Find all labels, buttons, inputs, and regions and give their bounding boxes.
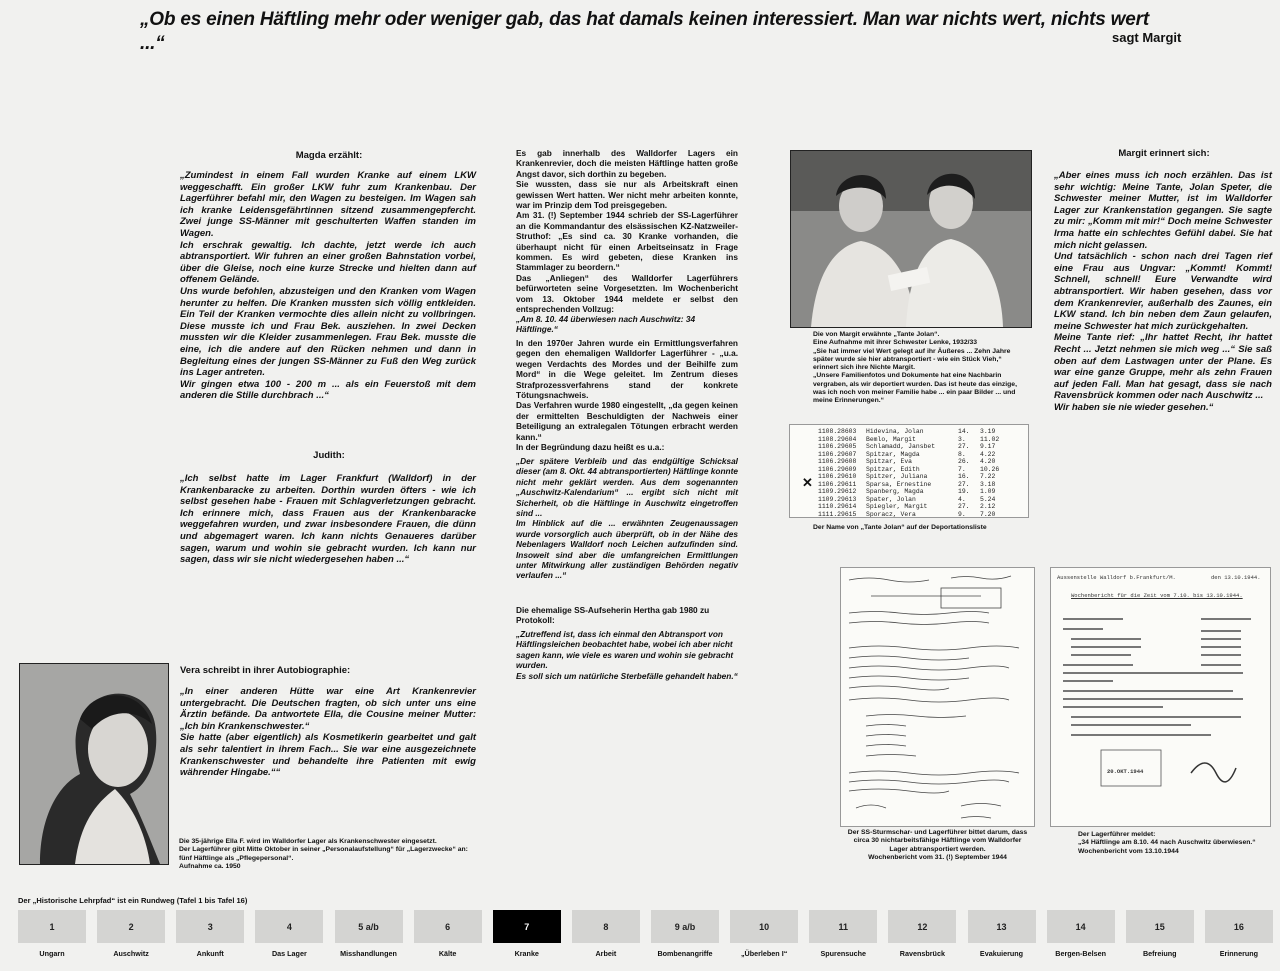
trail-item-number[interactable]: 11 xyxy=(809,910,877,943)
deportation-list-cell: Sparsa, Ernestine xyxy=(866,480,932,488)
deportation-list-cell: Spitzar, Magda xyxy=(866,450,920,458)
deportation-list-row xyxy=(818,481,1028,489)
vera-text: „In einer anderen Hütte war eine Art Krankenrevier untergebracht. Die Deutschen fragten, ob sich unter uns eine Ärztin befände. Da antwortete Ella, die Cousine meiner Mutter: „Ich bin Krankenschwester.“ Sie hatte (aber eigentlich) als Kosmetikerin gearbeitet und galt als sehr talentiert in ihrem Fach... Sie war eine ausgezeichnete Krankenschwester und behandelte ihre Patienten mit ewig währender Hingabe.““ xyxy=(180,686,476,779)
judith-text: „Ich selbst hatte im Lager Frankfurt (Walldorf) in der Krankenbaracke zu arbeiten. Dorthin wurden öfters - wie ich selbst gesehen habe - Frauen mit Schlagverletzungen gebracht. Ich erinnere mich, dass Frauen aus der Krankenbaracke weggefahren wurden, und zwar insbesondere Frauen, die dünn und abgemagert waren. Ich kann nichts Genaueres darüber sagen, warum und wohin sie gebracht wurden. Ich kann nur sagen, dass wir sie nicht wiedergesehen haben ...“ xyxy=(180,473,476,566)
trail-item-4[interactable] xyxy=(255,910,323,960)
quote-attribution: sagt Margit xyxy=(1112,30,1182,45)
trail-item-number[interactable]: 4 xyxy=(255,910,323,943)
trail-item-number[interactable]: 2 xyxy=(97,910,165,943)
deportation-list-cell: Spitzer, Juliana xyxy=(866,473,928,480)
deportation-list-cell: 7. xyxy=(958,465,966,473)
sisters-illustration xyxy=(791,151,1031,327)
middle-quote-auschwitz: „Am 8. 10. 44 überwiesen nach Auschwitz: 34 Häftlinge.“ xyxy=(516,314,696,335)
deportation-list-row xyxy=(818,451,1028,459)
trail-item-11[interactable] xyxy=(809,910,877,960)
trail-item-1[interactable] xyxy=(18,910,86,960)
deportation-list-cell: Spater, Jolan xyxy=(866,495,916,503)
trail-item-16[interactable] xyxy=(1205,910,1273,960)
deportation-list-cell: 3. xyxy=(958,435,966,443)
headline-quote: „Ob es einen Häftling mehr oder weniger gab, das hat damals keinen interessiert. Man war nichts wert, nichts wert ...“ xyxy=(140,9,1149,54)
trail-item-label: Spurensuche xyxy=(820,949,867,958)
hertha-quote: „Zutreffend ist, dass ich einmal den Abtransport von Häftlingsleichen beobachtet habe, wobei ich aber nicht sagen kann, wie viele es waren und wohin sie gebracht wurden. Es soll sich um natürliche Sterbefälle gehandelt haben.“ xyxy=(516,629,738,681)
trail-item-label: Ravensbrück xyxy=(899,949,945,958)
trail-item-8[interactable] xyxy=(572,910,640,960)
trail-item-15[interactable] xyxy=(1126,910,1194,960)
deportation-list-cell: 9. xyxy=(958,510,966,518)
deportation-list-cell: Schlamadd, Jansbet xyxy=(866,443,936,450)
trail-item-2[interactable] xyxy=(97,910,165,960)
trail-item-number[interactable]: 16 xyxy=(1205,910,1273,943)
deportation-list-cell: 1106.29611 xyxy=(818,480,857,488)
trail-navigation xyxy=(18,910,1273,960)
deportation-list-cell: Hidevina, Jolan xyxy=(866,428,924,435)
typed-lines-illustration xyxy=(1051,608,1270,826)
deportation-list-row xyxy=(818,428,1028,436)
trail-item-number[interactable]: 3 xyxy=(176,910,244,943)
deportation-list-cell: 4. xyxy=(958,495,966,503)
hertha-intro: Die ehemalige SS-Aufseherin Hertha gab 1980 zu Protokoll: xyxy=(516,605,710,626)
tante-jolan-caption: Die von Margit erwähnte „Tante Jolan“. Eine Aufnahme mit ihrer Schwester Lenke, 1932/33 „Sie hat immer viel Wert gelegt auf ihr Äußeres ... Zehn Jahre später wurde sie hier abtransportiert - wie ein Stück Vieh,“ erinnert sich ihre Nichte Margit. „Unsere Familienfotos und Dokumente hat eine Nachbarin vergraben, als wir deportiert wurden. Das ist heute das einzige, was ich noch von meiner Familie habe ... ein paar Bilder ... und meine Erinnerungen.“ xyxy=(813,331,1017,405)
deportation-list-row xyxy=(818,436,1028,444)
x-mark-icon: ✕ xyxy=(802,475,813,490)
deportation-list-cell: 1108.29604 xyxy=(818,435,857,443)
margit-heading: Margit erinnert sich: xyxy=(1118,148,1210,159)
deportation-list-row xyxy=(818,466,1028,474)
deportation-list-cell: 26. xyxy=(958,458,970,465)
deportation-list-cell: 1106.29605 xyxy=(818,443,857,450)
trail-item-number[interactable]: 14 xyxy=(1047,910,1115,943)
deportation-list-cell: Bemlo, Margit xyxy=(866,435,916,443)
margit-text: „Aber eines muss ich noch erzählen. Das ist sehr wichtig: Meine Tante, Jolan Speter, die Schwester meiner Mutter, ist im Walldorfer Lager zur Krankenstation gegangen. Sie sagte zu mir: „Komm mit mir!“ Doch meine Schwester Irma hatte ein schlechtes Gefühl dabei. Sie hat mich nicht gelassen. Und tatsächlich - schon nach drei Tagen rief eine Frau aus Ungvar: „Kommt! Kommt! Schnell, schnell! Eure Verwandte wird abtransportiert. Wir haben gesehen, dass vor dem Krankenrevier, außerhalb des Zaunes, ein LKW stand. Ich bin neben dem Zaun gelaufen, meine Schwester hat mich zurückgehalten. Meine Tante rief: „Ihr hattet Recht, ihr hattet Recht ... Jetzt nehmen sie mich weg ...“ Sie saß oben auf dem Lastwagen unter der Plane. Es war eine ganze Gruppe, mehr als zehn Frauen auf jeden Fall. Man hat gesagt, dass sie nach Ravensbrück kommen oder nach Auschwitz ... Wir haben sie nie wieder gesehen.“ xyxy=(1054,170,1272,413)
trail-item-number[interactable]: 15 xyxy=(1126,910,1194,943)
trail-item-6[interactable] xyxy=(414,910,482,960)
trail-item-label: Misshandlungen xyxy=(340,949,397,958)
trail-item-number[interactable]: 10 xyxy=(730,910,798,943)
deportation-list-cell: 1111.29615 xyxy=(818,510,857,518)
deportation-list-cell: 1106.29608 xyxy=(818,458,857,465)
deportation-list-cell: 10.26 xyxy=(980,465,1000,473)
deportation-list-cell: 3.19 xyxy=(980,428,996,435)
trail-item-label: Ungarn xyxy=(39,949,65,958)
deportation-list-row xyxy=(818,458,1028,466)
report-date: den 13.10.1944. xyxy=(1211,574,1261,581)
deportation-list-cell: 27. xyxy=(958,443,970,450)
report-stamp-date: 20.OKT.1944 xyxy=(1107,768,1144,775)
trail-item-10[interactable] xyxy=(730,910,798,960)
middle-intro-text: Es gab innerhalb des Walldorfer Lagers ein Krankenrevier, doch die meisten Häftlinge hatten große Angst davor, sich dorthin zu begeben. Sie wussten, dass sie nur als Arbeitskraft einen gewissen Wert hatten. Wer nicht mehr arbeiten konnte, war im Prinzip dem Tod preisgegeben. Am 31. (!) September 1944 schrieb der SS-Lagerführer an die Kommandantur des elsässischen KZ-Natzweiler-Struthof: „Es sind ca. 30 Kranke vorhanden, die überhaupt nicht für einen Arbeitseinsatz in Frage kommen. Es wird gebeten, diese Kranken ins Stammlager zu beordern.“ Das „Anliegen“ des Walldorfer Lagerführers befürworteten seine Vorgesetzten. Im Wochenbericht vom 13. Oktober 1944 meldete er selbst den entsprechenden Vollzug: xyxy=(516,148,738,315)
deportation-list-document xyxy=(789,424,1029,518)
trail-item-label: Das Lager xyxy=(271,949,307,958)
deportation-list-caption: Der Name von „Tante Jolan“ auf der Deportationsliste xyxy=(813,524,987,531)
deportation-list-row xyxy=(818,473,1028,481)
trail-item-12[interactable] xyxy=(888,910,956,960)
deportation-list-cell: 1108.28603 xyxy=(818,428,857,435)
deportation-list-cell: 3.18 xyxy=(980,480,996,488)
trail-item-label: Ankunft xyxy=(196,949,224,958)
portrait-illustration xyxy=(20,664,168,864)
trail-item-label: Bergen-Belsen xyxy=(1055,949,1106,958)
trail-item-13[interactable] xyxy=(968,910,1036,960)
deportation-list-cell: 9.17 xyxy=(980,443,996,450)
middle-reasoning-intro: In der Begründung dazu heißt es u.a.: xyxy=(516,442,665,452)
trail-item-number[interactable]: 6 xyxy=(414,910,482,943)
handwriting-illustration xyxy=(841,568,1034,826)
deportation-list-cell: 27. xyxy=(958,480,970,488)
trail-item-number[interactable]: 13 xyxy=(968,910,1036,943)
trail-item-7[interactable] xyxy=(493,910,561,960)
deportation-list-cell: 5.24 xyxy=(980,495,996,503)
deportation-list-cell: 7.20 xyxy=(980,510,996,518)
deportation-list-row xyxy=(818,503,1028,511)
deportation-list-cell: 1106.29607 xyxy=(818,450,857,458)
report-sender: Aussenstelle Walldorf b.Frankfurt/M. xyxy=(1057,574,1176,581)
deportation-list-cell: 1106.29610 xyxy=(818,473,857,480)
deportation-list-cell: 1.09 xyxy=(980,488,996,495)
magda-heading: Magda erzählt: xyxy=(295,150,363,161)
deportation-list-row xyxy=(818,488,1028,496)
deportation-list-cell: Spiegler, Margit xyxy=(866,503,928,510)
deportation-list-row xyxy=(818,496,1028,504)
trail-item-number[interactable]: 1 xyxy=(18,910,86,943)
deportation-list-cell: 1109.29612 xyxy=(818,488,857,495)
deportation-list-cell: 27. xyxy=(958,503,970,510)
deportation-list-row xyxy=(818,511,1028,519)
magda-text: „Zumindest in einem Fall wurden Kranke auf einem LKW weggeschafft. Ein großer LKW fuhr zum Krankenbau. Der Lagerführer befahl mir, den Wagen zu besteigen. Im Wagen sah ich kranke Leidensgefährtinnen sitzend zusammengepfercht. Zwei junge SS-Männer mit geschulterten Waffen standen im Wagen. Ich erschrak gewaltig. Ich dachte, jetzt werde ich auch abtransportiert. Wir fuhren an einer großen Bahnstation vorbei, über die Gleise, noch eine kurze Strecke und hielten dann auf offenem Gelände. Uns wurde befohlen, abzusteigen und den Kranken vom Wagen herunter zu helfen. Die Kranken mussten sich völlig entkleiden. Ein Teil der Kranken vermochte dies allein nicht zu vollbringen. Diese musste ich und Frau Bek. ausziehen. In zwei Decken mussten wir die Kleider zusammenlegen. Frau Bek. musste die eine, ich die andere auf den Rücken nehmen und dann in Begleitung eines der jungen SS-Männer zu Fuß den Weg zurück ins Lager antreten. Wir gingen etwa 100 - 200 m ... als ein Feuerstoß mit dem anderen die Stille durchbrach ...“ xyxy=(180,170,476,402)
deportation-list-cell: Spitzar, Eva xyxy=(866,458,913,465)
trail-item-number[interactable]: 7 xyxy=(493,910,561,943)
report-title: Wochenbericht für die Zeit vom 7.10. bis 13.10.1944. xyxy=(1071,592,1243,599)
deportation-list-cell: Spitzar, Edith xyxy=(866,465,920,473)
middle-investigation-text: In den 1970er Jahren wurde ein Ermittlungsverfahren gegen den ehemaligen Walldorfer Lagerführer - „u.a. wegen Verdachts des Mordes und der Beihilfe zum Mord“ in die Wege geleitet. Im Zentrum dieses Strafprozessverfahrens stand der konkrete Tötungsnachweis. Das Verfahren wurde 1980 eingestellt, „da gegen keinen der ermittelten Beschuldigten der Nachweis einer Beteiligung an extralegalen Tötungen erbracht werden kann.“ xyxy=(516,338,738,442)
deportation-list-cell: 11.02 xyxy=(980,435,1000,443)
trail-title: Der „Historische Lehrpfad“ ist ein Rundweg (Tafel 1 bis Tafel 16) xyxy=(18,896,248,905)
trail-item-label: Kranke xyxy=(514,949,539,958)
trail-item-14[interactable] xyxy=(1047,910,1115,960)
weekly-report-handwritten xyxy=(840,567,1035,827)
deportation-list-cell: 7.22 xyxy=(980,473,996,480)
trail-item-label: Arbeit xyxy=(595,949,617,958)
portrait-photo-ella xyxy=(19,663,169,865)
deportation-list-cell: 1110.29614 xyxy=(818,503,857,510)
trail-item-label: Evakuierung xyxy=(979,949,1024,958)
deportation-list-cell: 14. xyxy=(958,428,970,435)
deportation-list-cell: 1109.29613 xyxy=(818,495,857,503)
judith-heading: Judith: xyxy=(313,450,345,461)
trail-item-3[interactable] xyxy=(176,910,244,960)
deportation-list-cell: 16. xyxy=(958,473,970,480)
trail-item-label: Auschwitz xyxy=(113,949,149,958)
trail-item-label: Befreiung xyxy=(1142,949,1177,958)
photo-tante-jolan xyxy=(790,150,1032,328)
deportation-list-cell: Sporacz, Vera xyxy=(866,510,916,518)
deportation-list-row xyxy=(818,443,1028,451)
trail-item-number[interactable]: 9 a/b xyxy=(651,910,719,943)
middle-reasoning-quote: „Der spätere Verbleib und das endgültige Schicksal dieser (am 8. Okt. 44 abtransportierten) Häftlinge konnte nicht mehr geklärt werden. Aus dem sogenannten „Auschwitz-Kalendarium“ ... ergibt sich nicht mit Sicherheit, ob die Häftlinge in Auschwitz eingetroffen sind ... Im Hinblick auf die ... erwähnten Zeugenaussagen wurde vorsorglich auch überprüft, ob in der Nähe des Nebenlagers Walldorf noch Leichen aufzufinden sind. Insoweit sind aber die umfangreichen Ermittlungen unter Mitwirkung aller zuständigen Behörden negativ verlaufen ...“ xyxy=(516,456,738,581)
deportation-list-cell: 19. xyxy=(958,488,970,495)
trail-item-9[interactable] xyxy=(651,910,719,960)
deportation-list-cell: 4.20 xyxy=(980,458,996,465)
trail-item-label: „Überleben I“ xyxy=(740,949,788,958)
deportation-list-cell: 4.22 xyxy=(980,450,996,458)
weekly-report-13-oct-caption: Der Lagerführer meldet: „34 Häftlinge am 8.10. 44 nach Auschwitz überwiesen.“ Wochenbericht vom 13.10.1944 xyxy=(1078,831,1256,855)
trail-item-5[interactable] xyxy=(335,910,403,960)
trail-item-label: Erinnerung xyxy=(1219,949,1259,958)
weekly-report-31-sep-caption: Der SS-Sturmschar- und Lagerführer bittet darum, dass circa 30 nichtarbeitsfähige Häftlinge vom Walldorfer Lager abtransportiert werden. Wochenbericht vom 31. (!) September 1944 xyxy=(847,829,1028,861)
trail-item-number[interactable]: 5 a/b xyxy=(335,910,403,943)
trail-item-label: Bombenangriffe xyxy=(657,949,713,958)
trail-item-label: Kälte xyxy=(438,949,457,958)
deportation-list-cell: Spanberg, Magda xyxy=(866,488,924,495)
deportation-list-cell: 2.12 xyxy=(980,503,996,510)
deportation-list-cell: 8. xyxy=(958,450,966,458)
vera-heading: Vera schreibt in ihrer Autobiographie: xyxy=(180,665,351,676)
weekly-report-typed xyxy=(1050,567,1271,827)
trail-item-number[interactable]: 8 xyxy=(572,910,640,943)
vera-photo-caption: Die 35-jährige Ella F. wird im Walldorfer Lager als Krankenschwester eingesetzt. Der Lagerführer gibt Mitte Oktober in seiner „Personalaufstellung“ für „Lagerzwecke“ an: fünf Häftlinge als „Pflegepersonal“. Aufnahme ca. 1950 xyxy=(179,838,468,870)
trail-item-number[interactable]: 12 xyxy=(888,910,956,943)
deportation-list-cell: 1106.29609 xyxy=(818,465,857,473)
